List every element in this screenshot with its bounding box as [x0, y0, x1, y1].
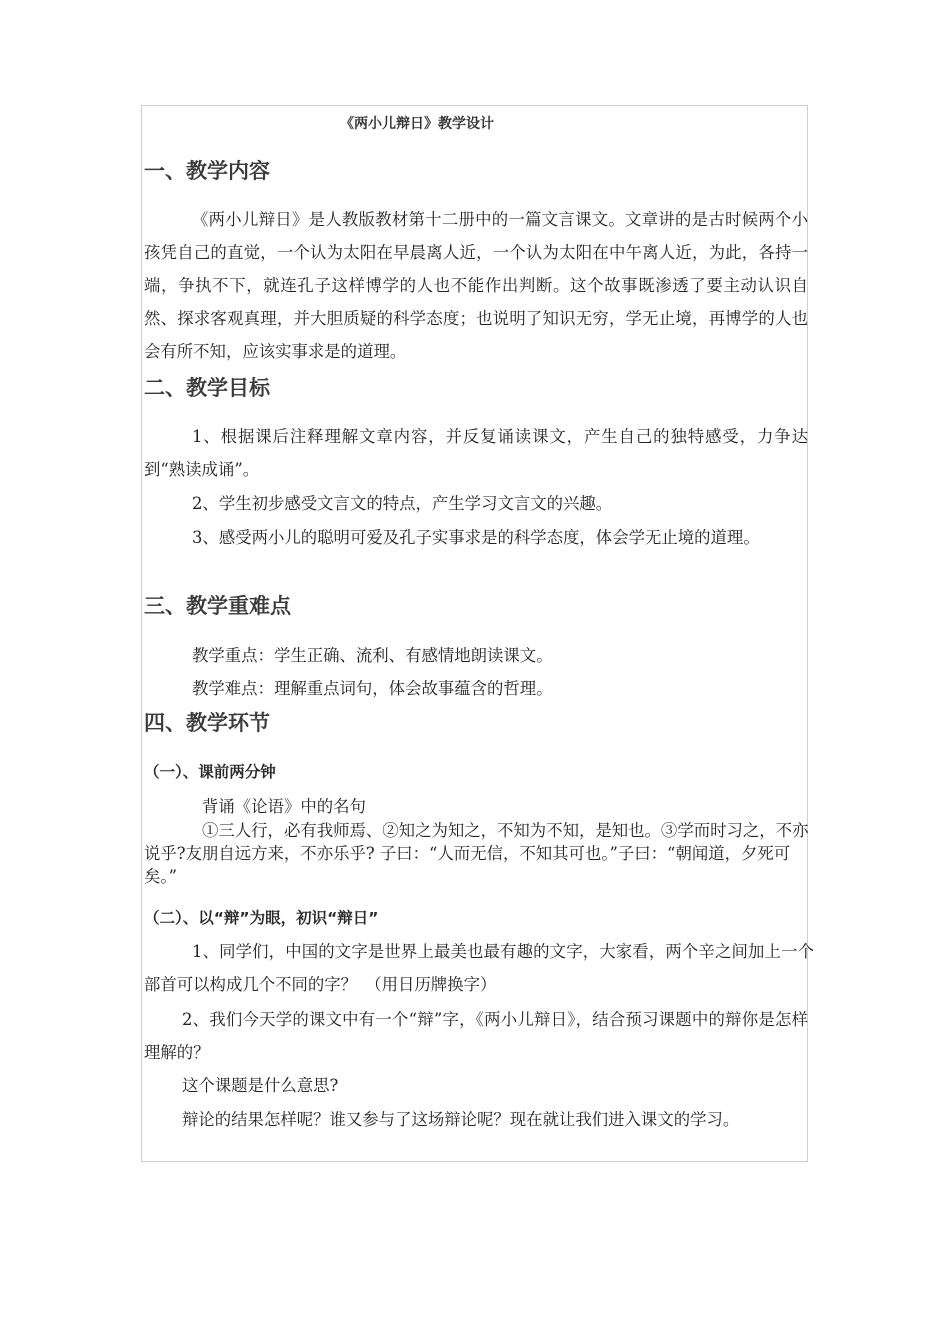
procedure-paragraph-4: 辩论的结果怎样呢？谁又参与了这场辩论呢？现在就让我们进入课文的学习。 — [182, 1110, 740, 1129]
section-heading-procedure: 四、教学环节 — [144, 711, 270, 735]
analects-quotes: ①三人行，必有我师焉、②知之为知之，不知为不知，是知也。③学而时习之，不亦说乎?友朋自远方来，不亦乐乎? 子曰：“人而无信，不知其可也。”子曰：“朝闻道，夕死可矣。” — [144, 821, 809, 886]
warmup-intro: 背诵《论语》中的名句 — [202, 797, 366, 816]
subsection-heading-warmup: （一）、课前两分钟 — [144, 763, 276, 781]
procedure-paragraph-1: 1、同学们，中国的文字是世界上最美也最有趣的文字，大家看，两个辛之间加上一个部首可以构成几个不同的字？ （用日历牌换字） — [144, 942, 814, 994]
section-heading-content: 一、教学内容 — [144, 159, 270, 183]
section-body-content: 《两小儿辩日》是人教版教材第十二册中的一篇文言课文。文章讲的是古时候两个小孩凭自己的直觉，一个认为太阳在早晨离人近，一个认为太阳在中午离人近，为此，各持一端，争执不下，就连孔子这样博学的人也不能作出判断。这个故事既渗透了要主动认识自然、探求客观真理，并大胆质疑的科学态度；也说明了知识无穷，学无止境，再博学的人也会有所不知，应该实事求是的道理。 — [144, 210, 808, 361]
goal-item-3: 3、感受两小儿的聪明可爱及孔子实事求是的科学态度，体会学无止境的道理。 — [192, 528, 760, 547]
key-point-text: 教学重点：学生正确、流利、有感情地朗读课文。 — [192, 646, 553, 665]
document-title: 《两小儿辩日》教学设计 — [340, 116, 494, 132]
section-heading-goals: 二、教学目标 — [144, 376, 270, 400]
section-heading-key-points: 三、教学重难点 — [144, 594, 291, 618]
subsection-heading-intro-topic: （二）、以“辩”为眼，初识“辩日” — [144, 909, 379, 927]
procedure-paragraph-3: 这个课题是什么意思? — [182, 1076, 339, 1095]
goal-item-2: 2、学生初步感受文言文的特点，产生学习文言文的兴趣。 — [192, 494, 613, 513]
procedure-paragraph-2: 2、我们今天学的课文中有一个“辩”字，《两小儿辩日》，结合预习课题中的辩你是怎样理解的？ — [144, 1010, 808, 1062]
goal-item-1: 1、根据课后注释理解文章内容，并反复诵读课文，产生自己的独特感受，力争达到“熟读成诵”。 — [144, 427, 808, 479]
difficulty-text: 教学难点：理解重点词句，体会故事蕴含的哲理。 — [192, 679, 553, 698]
